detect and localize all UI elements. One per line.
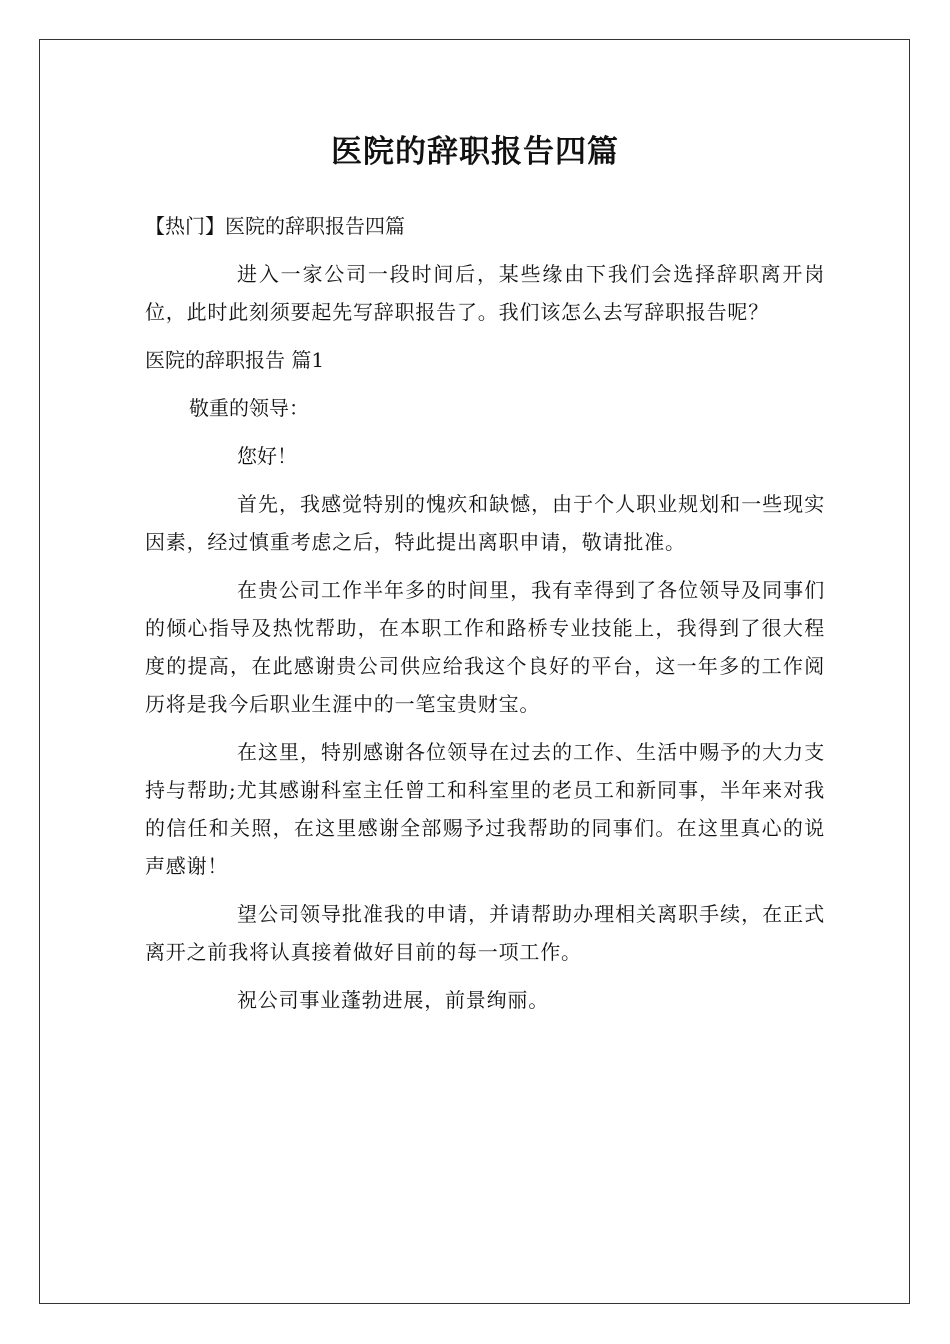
body-paragraph: 首先，我感觉特别的愧疚和缺憾，由于个人职业规划和一些现实因素，经过慎重考虑之后，特此提出离职申请，敬请批准。 — [145, 492, 825, 554]
greeting: 您好！ — [237, 444, 297, 468]
closing-paragraph: 祝公司事业蓬勃进展，前景绚丽。 — [237, 988, 549, 1012]
salutation: 敬重的领导： — [189, 396, 309, 420]
tag-line: 【热门】医院的辞职报告四篇 — [145, 214, 405, 238]
document-body — [145, 207, 825, 1029]
intro-paragraph: 进入一家公司一段时间后，某些缘由下我们会选择辞职离开岗位，此时此刻须要起先写辞职报告了。我们该怎么去写辞职报告呢？ — [145, 262, 825, 324]
section-heading: 医院的辞职报告 篇1 — [145, 348, 325, 372]
body-paragraph: 在贵公司工作半年多的时间里，我有幸得到了各位领导及同事们的倾心指导及热忱帮助，在本职工作和路桥专业技能上，我得到了很大程度的提高，在此感谢贵公司供应给我这个良好的平台，这一年多的工作阅历将是我今后职业生涯中的一笔宝贵财宝。 — [145, 578, 825, 716]
body-paragraph: 望公司领导批准我的申请，并请帮助办理相关离职手续，在正式离开之前我将认真接着做好目前的每一项工作。 — [145, 902, 825, 964]
document-title: 医院的辞职报告四篇 — [331, 134, 619, 170]
body-paragraph: 在这里，特别感谢各位领导在过去的工作、生活中赐予的大力支持与帮助;尤其感谢科室主任曾工和科室里的老员工和新同事，半年来对我的信任和关照，在这里感谢全部赐予过我帮助的同事们。在这里真心的说声感谢！ — [145, 740, 825, 878]
